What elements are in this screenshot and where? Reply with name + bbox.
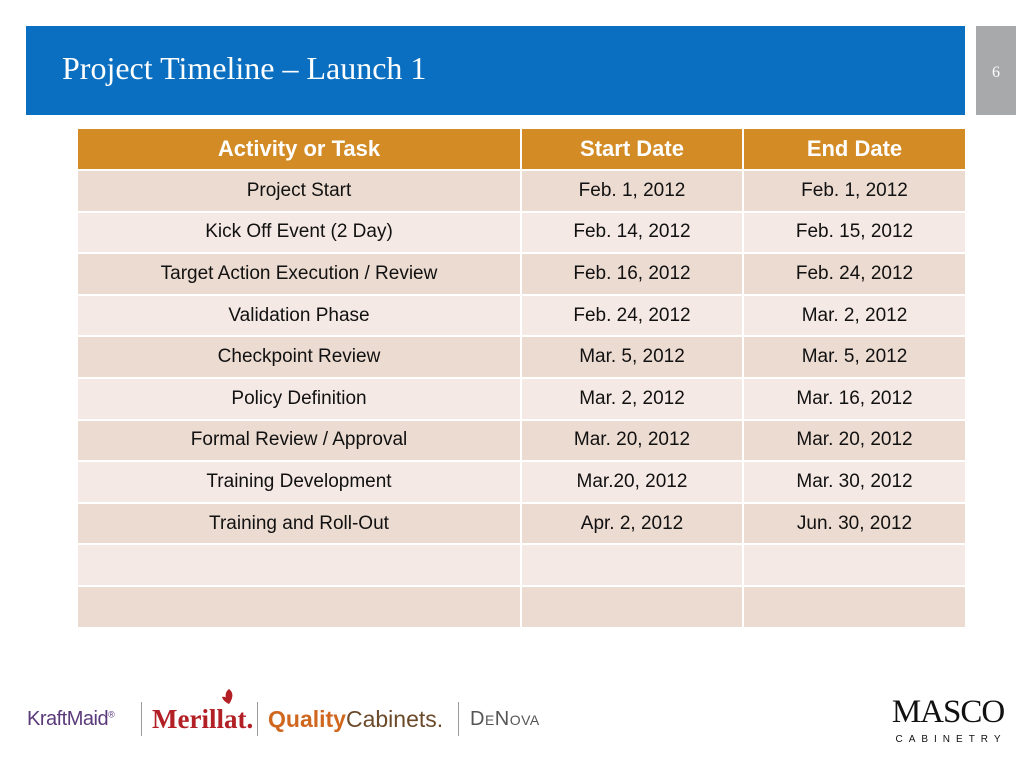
end-date-cell: Jun. 30, 2012	[743, 503, 966, 545]
activity-cell: Policy Definition	[77, 378, 521, 420]
activity-cell	[77, 586, 521, 628]
start-date-cell: Mar.20, 2012	[521, 461, 743, 503]
table-row	[77, 586, 966, 628]
masco-subtitle: CABINETRY	[895, 734, 1007, 745]
start-date-cell: Mar. 20, 2012	[521, 420, 743, 462]
table-row	[77, 461, 966, 503]
activity-cell: Training Development	[77, 461, 521, 503]
denova-wordmark: DeNova	[470, 708, 540, 730]
table-row	[77, 253, 966, 295]
end-date-cell: Mar. 2, 2012	[743, 295, 966, 337]
activity-cell	[77, 544, 521, 586]
start-date-cell: Apr. 2, 2012	[521, 503, 743, 545]
end-date-cell: Feb. 15, 2012	[743, 212, 966, 254]
start-date-cell: Feb. 14, 2012	[521, 212, 743, 254]
activity-cell: Checkpoint Review	[77, 336, 521, 378]
activity-cell: Validation Phase	[77, 295, 521, 337]
start-date-cell	[521, 544, 743, 586]
kraftmaid-registered-mark: ®	[108, 709, 115, 720]
table-row	[77, 170, 966, 212]
end-date-cell: Mar. 5, 2012	[743, 336, 966, 378]
kraftmaid-logo	[27, 708, 114, 731]
title-bar	[26, 26, 965, 115]
page-number: 6	[992, 64, 1000, 81]
slide-title: Project Timeline – Launch 1	[62, 50, 427, 86]
activity-cell: Project Start	[77, 170, 521, 212]
end-date-cell: Feb. 1, 2012	[743, 170, 966, 212]
header-end-date: End Date	[743, 128, 966, 170]
denova-logo	[470, 708, 540, 731]
activity-cell: Target Action Execution / Review	[77, 253, 521, 295]
header-activity: Activity or Task	[77, 128, 521, 170]
end-date-cell: Mar. 16, 2012	[743, 378, 966, 420]
timeline-table	[76, 127, 967, 629]
table-header-row	[77, 128, 966, 170]
page-number-box	[976, 26, 1016, 115]
merillat-wordmark: Merillat.	[152, 704, 254, 734]
start-date-cell: Mar. 5, 2012	[521, 336, 743, 378]
table-row	[77, 212, 966, 254]
logo-divider	[257, 702, 258, 736]
end-date-cell: Mar. 30, 2012	[743, 461, 966, 503]
footer-logos	[0, 680, 1024, 768]
header-start-date: Start Date	[521, 128, 743, 170]
table-row	[77, 378, 966, 420]
end-date-cell	[743, 544, 966, 586]
table-row	[77, 336, 966, 378]
table-row	[77, 295, 966, 337]
table-row	[77, 503, 966, 545]
start-date-cell: Feb. 1, 2012	[521, 170, 743, 212]
activity-cell: Formal Review / Approval	[77, 420, 521, 462]
logo-divider	[141, 702, 142, 736]
masco-wordmark: MASCO	[891, 694, 1005, 730]
masco-logo	[888, 694, 1008, 745]
activity-cell: Training and Roll-Out	[77, 503, 521, 545]
activity-cell: Kick Off Event (2 Day)	[77, 212, 521, 254]
qualitycabinets-logo	[268, 706, 443, 733]
cabinets-wordmark: Cabinets.	[345, 706, 444, 732]
end-date-cell	[743, 586, 966, 628]
end-date-cell: Feb. 24, 2012	[743, 253, 966, 295]
start-date-cell	[521, 586, 743, 628]
kraftmaid-wordmark: KraftMaid	[27, 708, 109, 730]
table-row	[77, 420, 966, 462]
end-date-cell: Mar. 20, 2012	[743, 420, 966, 462]
quality-wordmark: Quality	[268, 706, 346, 732]
start-date-cell: Feb. 16, 2012	[521, 253, 743, 295]
start-date-cell: Feb. 24, 2012	[521, 295, 743, 337]
merillat-leaf-icon	[220, 688, 238, 706]
start-date-cell: Mar. 2, 2012	[521, 378, 743, 420]
logo-divider	[458, 702, 459, 736]
table-row	[77, 544, 966, 586]
merillat-logo	[152, 704, 253, 735]
